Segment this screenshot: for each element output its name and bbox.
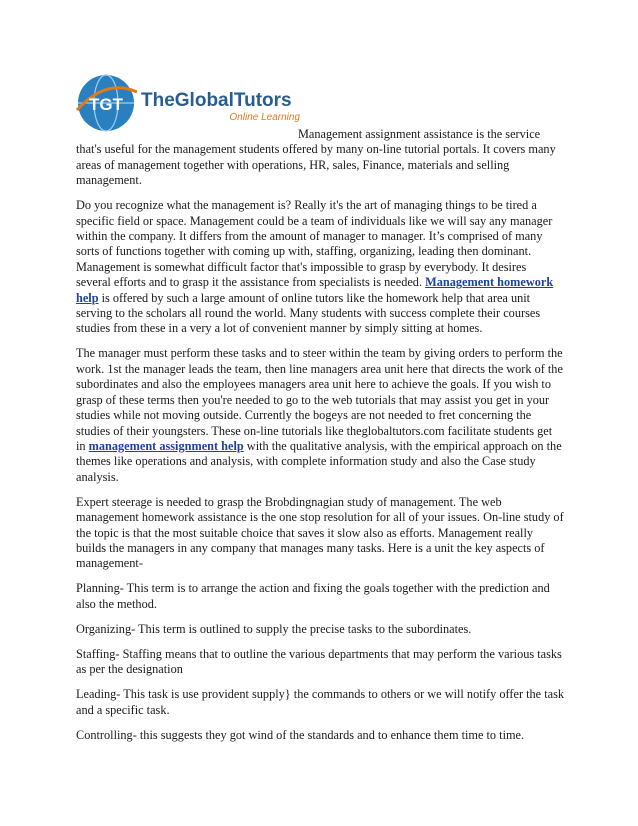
paragraph-planning: Planning- This term is to arrange the action and fixing the goals together with the prediction and also the method. [76,581,550,611]
paragraph-what-is-management: Do you recognize what the management is? Really it's the art of managing things to be tired a specific field or space. Management could be a team of individuals like we will say any manager within the company. It differs from the amount of manager to manager. It’s comprised of many sorts of functions together with coming up with, staffing, organizing, leading then dominant. Management is somewhat difficult factor that's impossible to grasp by everybody. It desires several efforts and to grasp it the assistance from specialists is needed. Management homework help is offered by such a large amount of online tutors like the homework help that area unit serving to the scholars all round the world. Many students with success complete their courses studies from these in a very a lot of convenient manner by simply sitting at homes. [76,198,554,336]
management-homework-help-link[interactable]: Management homework help [76,275,554,305]
paragraph-intro: Management assignment assistance is the service that's useful for the management students offered by many on-line tutorial portals. It covers many areas of management together with operations, HR, sales, Finance, materials and selling management. [76,127,556,188]
paragraph-staffing: Staffing- Staffing means that to outline the various departments that may perform the various tasks as per the designation [76,646,562,677]
article-body [76,127,564,753]
paragraph-manager-tasks: The manager must perform these tasks and to steer within the team by giving orders to perform the work. 1st the manager leads the team, then line managers area unit here that directs the work of the subordinates and also the employees managers area unit here to achieve the goals. If you wish to grasp of these terms then you're needed to go to the web tutorials that may assist you get in your studies while not moving outside. Currently the bogeys are not needed to fret concerning the studies of their youngsters. These on-line tutorials like theglobaltutors.com facilitate students get in management assignment help with the qualitative analysis, with the empirical approach on the themes like operations and analysis, with complete information study and also the Case study analysis. [76,346,563,484]
logo-brand: TheGlobalTutors [141,90,292,111]
paragraph-leading: Leading- This task is use provident supply} the commands to others or we will notify offer the task and a specific task. [76,687,565,717]
paragraph-expert-steerage: Expert steerage is needed to grasp the Brobdingnagian study of management. The web management homework assistance is the one stop resolution for all of your issues. On-line study of the topic is that the most suitable choice that saves it slow also as efforts. Management really builds the managers in any company that manages many tasks. Here is a unit the key aspects of management- [76,494,564,571]
paragraph-controlling: Controlling- this suggests they got wind of the standards and to enhance them time to time. [76,727,525,742]
logo-initials: TGT [89,95,123,114]
paragraph-organizing: Organizing- This term is outlined to supply the precise tasks to the subordinates. [76,621,472,636]
management-assignment-help-link[interactable]: management assignment help [88,438,244,453]
logo-tagline: Online Learning [229,112,300,123]
